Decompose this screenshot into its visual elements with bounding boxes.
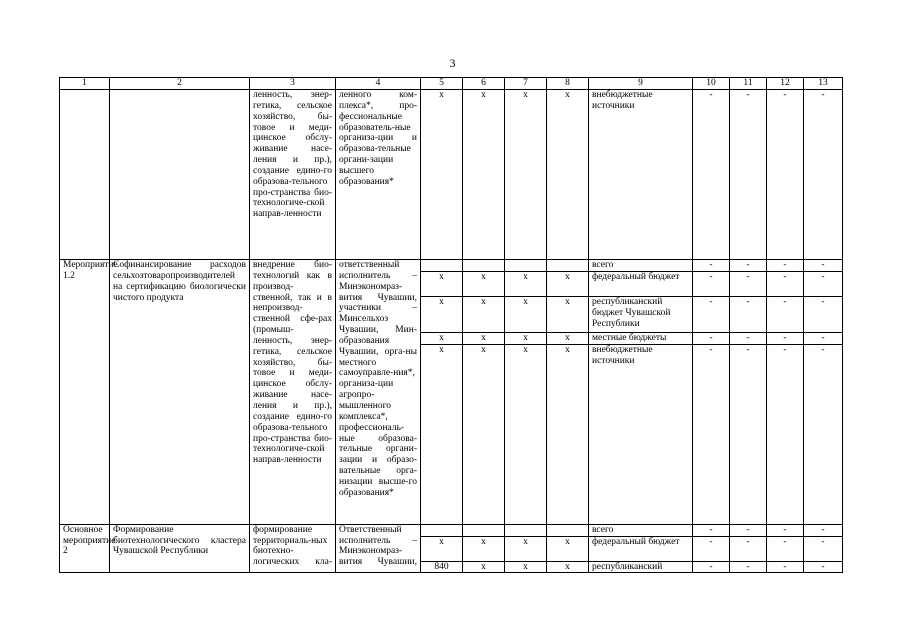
table-cell [110, 90, 250, 260]
table-cell: x [463, 536, 505, 561]
header-cell: 1 [60, 78, 110, 90]
table-cell: Ответственный исполнитель – Минэкономраз-вития Чувашии, [336, 524, 421, 573]
table-cell [547, 260, 589, 272]
table-cell: внедрение био-технологий как в производ-ственной, так и в непроизвод-ственной сфе-рах (промыш-ленность, энер-гетика, сельское хозяйство, бы-товое и меди-цинское обслу-живание насе-ления и пр.), создание едино-го образова-тельного про-странства био-технологиче-ской направ-ленности [250, 260, 336, 525]
table-cell: формирование территориаль-ных биотехно-логических кла- [250, 524, 336, 573]
table-cell: x [421, 332, 463, 344]
table-cell: ленность, энер-гетика, сельское хозяйство, бы-товое и меди-цинское обслу-живание насе-ления и пр.), создание едино-го образова-тельного про-странства био-технологиче-ской направ-ленности [250, 90, 336, 260]
table-cell: x [505, 332, 547, 344]
table-cell: - [693, 524, 730, 536]
measure-name: Формирование биотехнологического кластера Чувашской Республики [110, 524, 250, 573]
table-cell [421, 524, 463, 536]
header-cell: 4 [336, 78, 421, 90]
table-cell: - [767, 90, 804, 260]
table-cell [505, 524, 547, 536]
measure-name: Софинансирование расходов сельхозтоваропроизводителей на сертификацию биологически чистого продукта [110, 260, 250, 525]
table-cell: - [767, 296, 804, 332]
table-cell: - [693, 296, 730, 332]
table-cell: x [547, 561, 589, 573]
table-cell: x [505, 344, 547, 524]
table-cell: внебюджетные источники [589, 90, 693, 260]
table-cell: республиканский бюджет Чувашской Республики [589, 296, 693, 332]
table-cell: всего [589, 260, 693, 272]
table-row [60, 524, 843, 536]
table-cell [421, 260, 463, 272]
table-cell: - [767, 344, 804, 524]
header-cell: 3 [250, 78, 336, 90]
table-cell: - [730, 296, 767, 332]
table-cell: - [804, 260, 843, 272]
table-cell: - [693, 561, 730, 573]
table-cell: - [730, 332, 767, 344]
table-cell: - [804, 536, 843, 561]
table-cell [505, 260, 547, 272]
table-cell: федеральный бюджет [589, 271, 693, 296]
table-row [60, 260, 843, 272]
table-cell: местные бюджеты [589, 332, 693, 344]
table-cell: - [693, 260, 730, 272]
table-cell: x [463, 561, 505, 573]
table-cell: - [804, 271, 843, 296]
table-cell: - [767, 524, 804, 536]
table-cell: - [730, 536, 767, 561]
table-cell: - [804, 332, 843, 344]
table-cell: - [730, 561, 767, 573]
header-cell: 6 [463, 78, 505, 90]
table-cell [463, 260, 505, 272]
table-cell: - [730, 260, 767, 272]
table-cell: - [767, 271, 804, 296]
table-cell: x [505, 271, 547, 296]
table-cell: x [421, 536, 463, 561]
measure-label: Основное мероприятие 2 [60, 524, 110, 573]
table-cell: федеральный бюджет [589, 536, 693, 561]
table-cell [463, 524, 505, 536]
table-cell: x [463, 296, 505, 332]
table-cell: - [804, 524, 843, 536]
table-cell: x [505, 296, 547, 332]
table-cell: - [804, 90, 843, 260]
table-row [60, 90, 843, 260]
header-cell: 9 [589, 78, 693, 90]
table-cell: всего [589, 524, 693, 536]
table-cell: - [804, 296, 843, 332]
table-cell [547, 524, 589, 536]
table-cell: x [505, 90, 547, 260]
table-cell: - [693, 271, 730, 296]
header-cell: 12 [767, 78, 804, 90]
table-cell: республиканский [589, 561, 693, 573]
header-cell: 7 [505, 78, 547, 90]
table-cell: внебюджетные источники [589, 344, 693, 524]
header-row [60, 78, 843, 90]
table-cell: x [463, 90, 505, 260]
table-cell: x [505, 536, 547, 561]
table-cell: 840 [421, 561, 463, 573]
table-cell: ленного ком-плекса*, про-фессиональные образователь-ные организа-ции и образова-тельные органи-зации высшего образования* [336, 90, 421, 260]
table-cell: x [505, 561, 547, 573]
table-cell: x [547, 296, 589, 332]
table-cell: x [463, 332, 505, 344]
table-cell: - [693, 536, 730, 561]
table-cell: x [547, 271, 589, 296]
table-cell: - [730, 524, 767, 536]
program-table [59, 77, 843, 573]
page-number: 3 [449, 56, 456, 70]
table-cell: x [421, 271, 463, 296]
table-cell: x [547, 90, 589, 260]
table-cell: - [693, 332, 730, 344]
header-cell: 13 [804, 78, 843, 90]
table-cell: x [463, 344, 505, 524]
header-cell: 8 [547, 78, 589, 90]
header-cell: 10 [693, 78, 730, 90]
table-cell: x [421, 296, 463, 332]
table-cell: - [730, 90, 767, 260]
table-cell: x [547, 332, 589, 344]
table-cell: - [767, 561, 804, 573]
table-cell: x [547, 536, 589, 561]
table-cell: x [463, 271, 505, 296]
measure-label: Мероприятие 1.2 [60, 260, 110, 525]
header-cell: 5 [421, 78, 463, 90]
table-cell: ответственный исполнитель – Минэкономраз-вития Чувашии, участники – Минсельхоз Чувашии, Мин-образования Чувашии, орга-ны местного самоуправле-ния*, организа-ции агропро-мышленного комплекса*, профессиональ-ные образова-тельные органи-зации и образо-вательные орга-низации высше-го образования* [336, 260, 421, 525]
table-cell: x [421, 344, 463, 524]
table-cell: - [767, 260, 804, 272]
table-cell: - [767, 536, 804, 561]
table-cell: - [804, 344, 843, 524]
table-cell: - [693, 344, 730, 524]
header-cell: 2 [110, 78, 250, 90]
table-cell: - [767, 332, 804, 344]
table-cell: x [547, 344, 589, 524]
table-cell: - [693, 90, 730, 260]
table-cell: - [730, 344, 767, 524]
table-cell: - [730, 271, 767, 296]
table-cell [60, 90, 110, 260]
table-cell: - [804, 561, 843, 573]
table-cell: x [421, 90, 463, 260]
header-cell: 11 [730, 78, 767, 90]
